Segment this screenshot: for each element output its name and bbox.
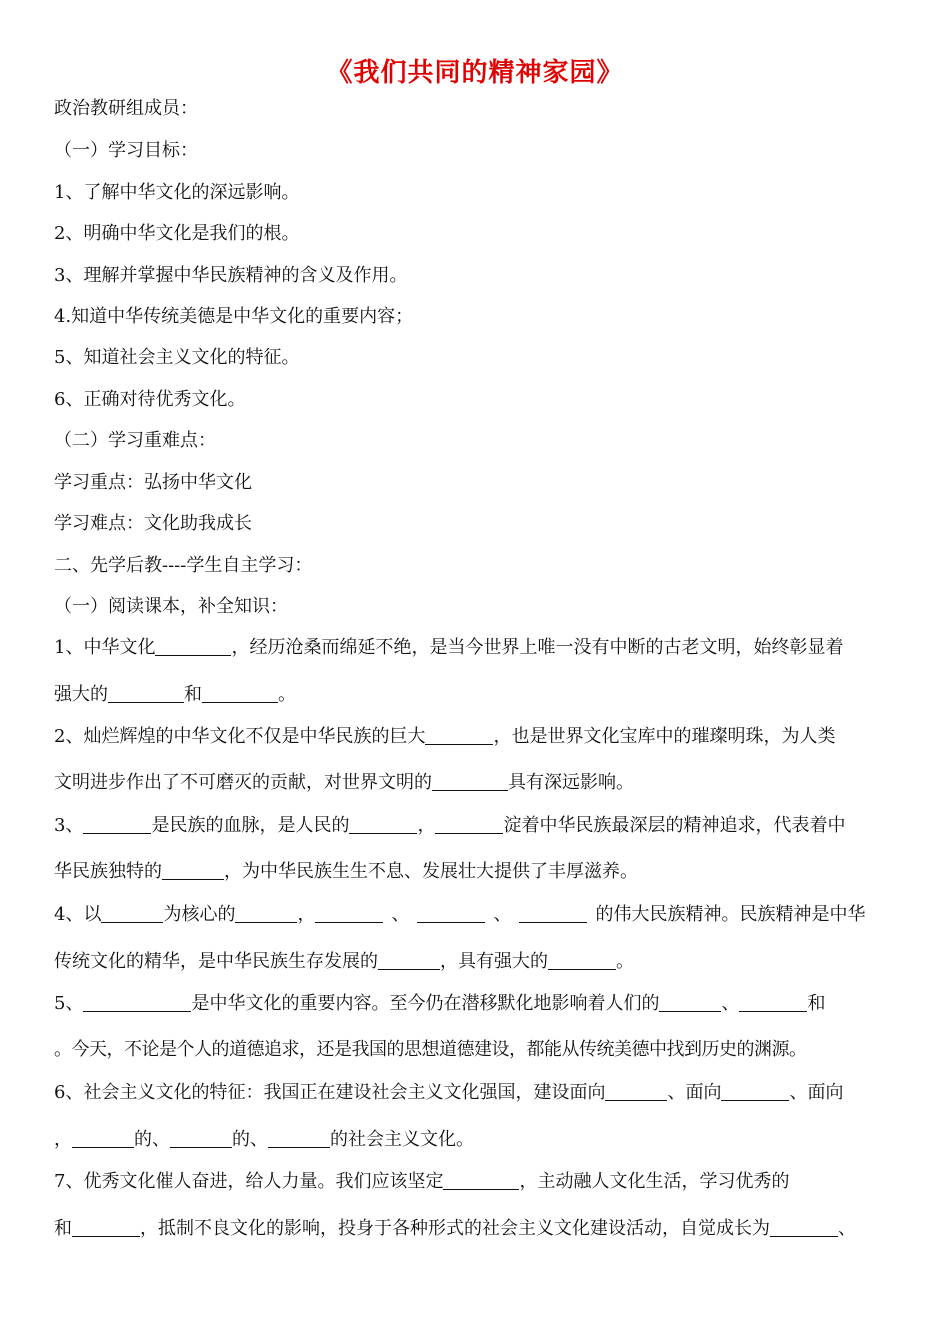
text-segment: ， (417, 815, 436, 836)
fill-blank[interactable] (268, 1129, 330, 1148)
text-segment: 的伟大民族精神。民族精神是中华 (595, 904, 866, 925)
question-3-line-2 (54, 861, 914, 883)
text-segment: 传统文化的精华，是中华民族生存发展的 (54, 951, 378, 972)
text-segment: 。 (278, 684, 296, 705)
question-7-line-2 (54, 1218, 914, 1240)
fill-blank[interactable] (432, 772, 508, 791)
fill-blank[interactable] (425, 726, 493, 745)
question-6-line-1 (54, 1082, 914, 1104)
objective-item: 1、了解中华文化的深远影响。 (54, 182, 300, 203)
difficulty-line: 学习难点：文化助我成长 (54, 513, 252, 534)
text-segment: ，抵制不良文化的影响，投身于各种形式的社会主义文化建设活动，自觉成长为 (140, 1218, 770, 1239)
section-heading-reading: （一）阅读课本，补全知识： (54, 596, 288, 617)
fill-blank[interactable] (155, 637, 231, 656)
fill-blank[interactable] (83, 815, 151, 834)
text-segment: 的、 (232, 1129, 268, 1150)
fill-blank[interactable] (721, 1082, 789, 1101)
fill-blank[interactable] (349, 815, 417, 834)
question-3-line-1 (54, 815, 914, 837)
fill-blank[interactable] (548, 951, 616, 970)
fill-blank[interactable] (417, 904, 485, 923)
text-segment: 5、 (54, 993, 84, 1014)
text-segment: ，经历沧桑而绵延不绝，是当今世界上唯一没有中断的古老文明，始终彰显着 (231, 637, 844, 658)
text-segment: 4、以 (54, 904, 102, 925)
fill-blank[interactable] (83, 993, 191, 1012)
question-5-line-1 (54, 993, 914, 1015)
text-segment: 具有深远影响。 (508, 772, 634, 793)
question-4-line-2 (54, 951, 914, 973)
question-7-line-1 (54, 1171, 914, 1193)
text-segment: 和 (184, 684, 202, 705)
text-segment: 、 (493, 904, 512, 925)
fill-blank[interactable] (770, 1218, 838, 1237)
text-segment: ， (297, 904, 316, 925)
question-4-line-1 (54, 904, 914, 926)
document-title: 《我们共同的精神家园》 (326, 58, 624, 88)
fill-blank[interactable] (659, 993, 721, 1012)
text-segment: 和 (807, 993, 826, 1014)
fill-blank[interactable] (202, 684, 278, 703)
fill-blank[interactable] (101, 904, 163, 923)
group-members-line: 政治教研组成员： (54, 98, 198, 119)
text-segment: 文明进步作出了不可磨灭的贡献，对世界文明的 (54, 772, 432, 793)
objective-item: 3、理解并掌握中华民族精神的含义及作用。 (54, 265, 408, 286)
text-segment: 2、灿烂辉煌的中华文化不仅是中华民族的巨大 (54, 726, 426, 747)
fill-blank[interactable] (72, 1218, 140, 1237)
fill-blank[interactable] (162, 861, 224, 880)
text-segment: 、 (721, 993, 740, 1014)
objective-item: 6、正确对待优秀文化。 (54, 389, 246, 410)
fill-blank[interactable] (443, 1171, 519, 1190)
fill-blank[interactable] (72, 1129, 134, 1148)
text-segment: 、 (838, 1218, 856, 1239)
text-segment: 。 (616, 951, 634, 972)
section-heading-objectives: （一）学习目标： (54, 140, 198, 161)
text-segment: 1、中华文化 (54, 637, 156, 658)
text-segment: ，也是世界文化宝库中的璀璨明珠，为人类 (493, 726, 836, 747)
fill-blank[interactable] (435, 815, 503, 834)
section-heading-self-study: 二、先学后教----学生自主学习： (54, 555, 313, 576)
fill-blank[interactable] (519, 904, 587, 923)
fill-blank[interactable] (739, 993, 807, 1012)
question-2-line-2 (54, 772, 914, 794)
text-segment: 7、优秀文化催人奋进，给人力量。我们应该坚定 (54, 1171, 444, 1192)
text-segment: 的社会主义文化。 (330, 1129, 474, 1150)
text-segment: 6、社会主义文化的特征：我国正在建设社会主义文化强国，建设面向 (54, 1082, 606, 1103)
text-segment: 、面向 (667, 1082, 722, 1103)
objective-item: 2、明确中华文化是我们的根。 (54, 223, 300, 244)
fill-blank[interactable] (315, 904, 383, 923)
fill-blank[interactable] (235, 904, 297, 923)
text-segment: ，为中华民族生生不息、发展壮大提供了丰厚滋养。 (224, 861, 638, 882)
text-segment: 3、 (54, 815, 84, 836)
text-segment: 为核心的 (163, 904, 236, 925)
question-1-line-2 (54, 684, 914, 706)
fill-blank[interactable] (605, 1082, 667, 1101)
text-segment: 华民族独特的 (54, 861, 162, 882)
text-segment: 是民族的血脉，是人民的 (151, 815, 350, 836)
text-segment: 和 (54, 1218, 72, 1239)
question-6-line-2 (54, 1129, 914, 1151)
objective-item: 5、知道社会主义文化的特征。 (54, 347, 300, 368)
fill-blank[interactable] (108, 684, 184, 703)
section-heading-key-points: （二）学习重难点： (54, 430, 216, 451)
objective-item: 4.知道中华传统美德是中华文化的重要内容； (54, 306, 414, 327)
text-segment: 是中华文化的重要内容。至今仍在潜移默化地影响着人们的 (191, 993, 660, 1014)
text-segment: 、 (391, 904, 410, 925)
text-segment: ，主动融人文化生活，学习优秀的 (519, 1171, 790, 1192)
question-1-line-1 (54, 637, 914, 659)
question-2-line-1 (54, 726, 914, 748)
text-segment: 、面向 (789, 1082, 844, 1103)
text-segment: 强大的 (54, 684, 108, 705)
text-segment: ， (54, 1129, 72, 1150)
fill-blank[interactable] (170, 1129, 232, 1148)
key-point-line: 学习重点：弘扬中华文化 (54, 472, 252, 493)
text-segment: 淀着中华民族最深层的精神追求，代表着中 (503, 815, 846, 836)
text-segment: 的、 (134, 1129, 170, 1150)
question-5-line-2: 。今天，不论是个人的道德追求，还是我国的思想道德建设，都能从传统美德中找到历史的渊源。 (54, 1039, 807, 1060)
text-segment: ，具有强大的 (440, 951, 548, 972)
fill-blank[interactable] (378, 951, 440, 970)
